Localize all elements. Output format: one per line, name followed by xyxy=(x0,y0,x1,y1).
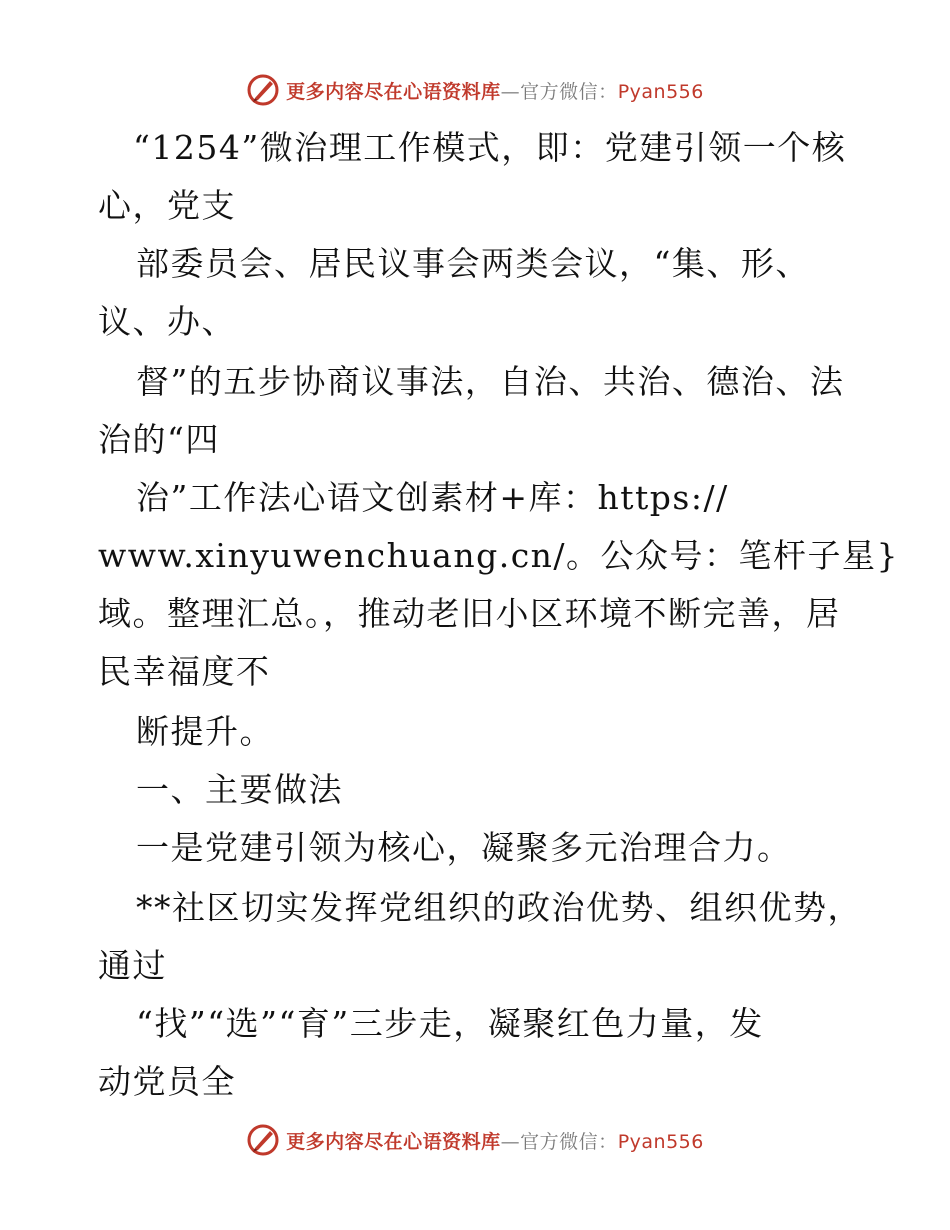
body-line: **社区切实发挥党组织的政治优势、组织优势， xyxy=(136,888,862,927)
banner-wechat-label: 官方微信： xyxy=(520,1130,618,1153)
body-line: 断提升。 xyxy=(136,712,274,751)
footer-watermark-banner xyxy=(0,1120,950,1160)
banner-dash: — xyxy=(500,80,521,103)
body-line: 动党员全 xyxy=(98,1062,236,1101)
body-line: 一是党建引领为核心，凝聚多元治理合力。 xyxy=(136,828,792,867)
body-line: 域。整理汇总。，推动老旧小区环境不断完善，居 xyxy=(98,594,841,633)
body-line: 督”的五步协商议事法，自治、共治、德治、法 xyxy=(136,362,845,401)
body-line: “1254”微治理工作模式，即：党建引领一个核 xyxy=(133,128,847,167)
quill-logo-icon xyxy=(246,1123,280,1157)
section-heading: 一、主要做法 xyxy=(136,770,343,809)
body-line: 民幸福度不 xyxy=(98,652,271,691)
body-line: 心，党支 xyxy=(98,186,236,225)
body-line: 议、办、 xyxy=(98,302,236,341)
body-line: “找”“选”“育”三步走，凝聚红色力量，发 xyxy=(136,1004,764,1043)
footer-banner-text xyxy=(286,1127,704,1154)
body-line: 部委员会、居民议事会两类会议，“集、形、 xyxy=(136,244,810,283)
body-line: 治的“四 xyxy=(98,420,220,459)
banner-wechat-label: 官方微信： xyxy=(520,80,618,103)
banner-wechat-id: Pyan556 xyxy=(617,1130,704,1153)
body-line: 通过 xyxy=(98,946,167,985)
banner-dash: — xyxy=(500,1130,521,1153)
body-line: 治”工作法心语文创素材+库：https:// xyxy=(136,478,729,517)
banner-wechat-id: Pyan556 xyxy=(617,80,704,103)
body-line: www.xinyuwenchuang.cn/。公众号：笔杆子星} xyxy=(98,536,900,575)
banner-brand: 更多内容尽在心语资料库 xyxy=(286,80,501,103)
banner-brand: 更多内容尽在心语资料库 xyxy=(286,1130,501,1153)
